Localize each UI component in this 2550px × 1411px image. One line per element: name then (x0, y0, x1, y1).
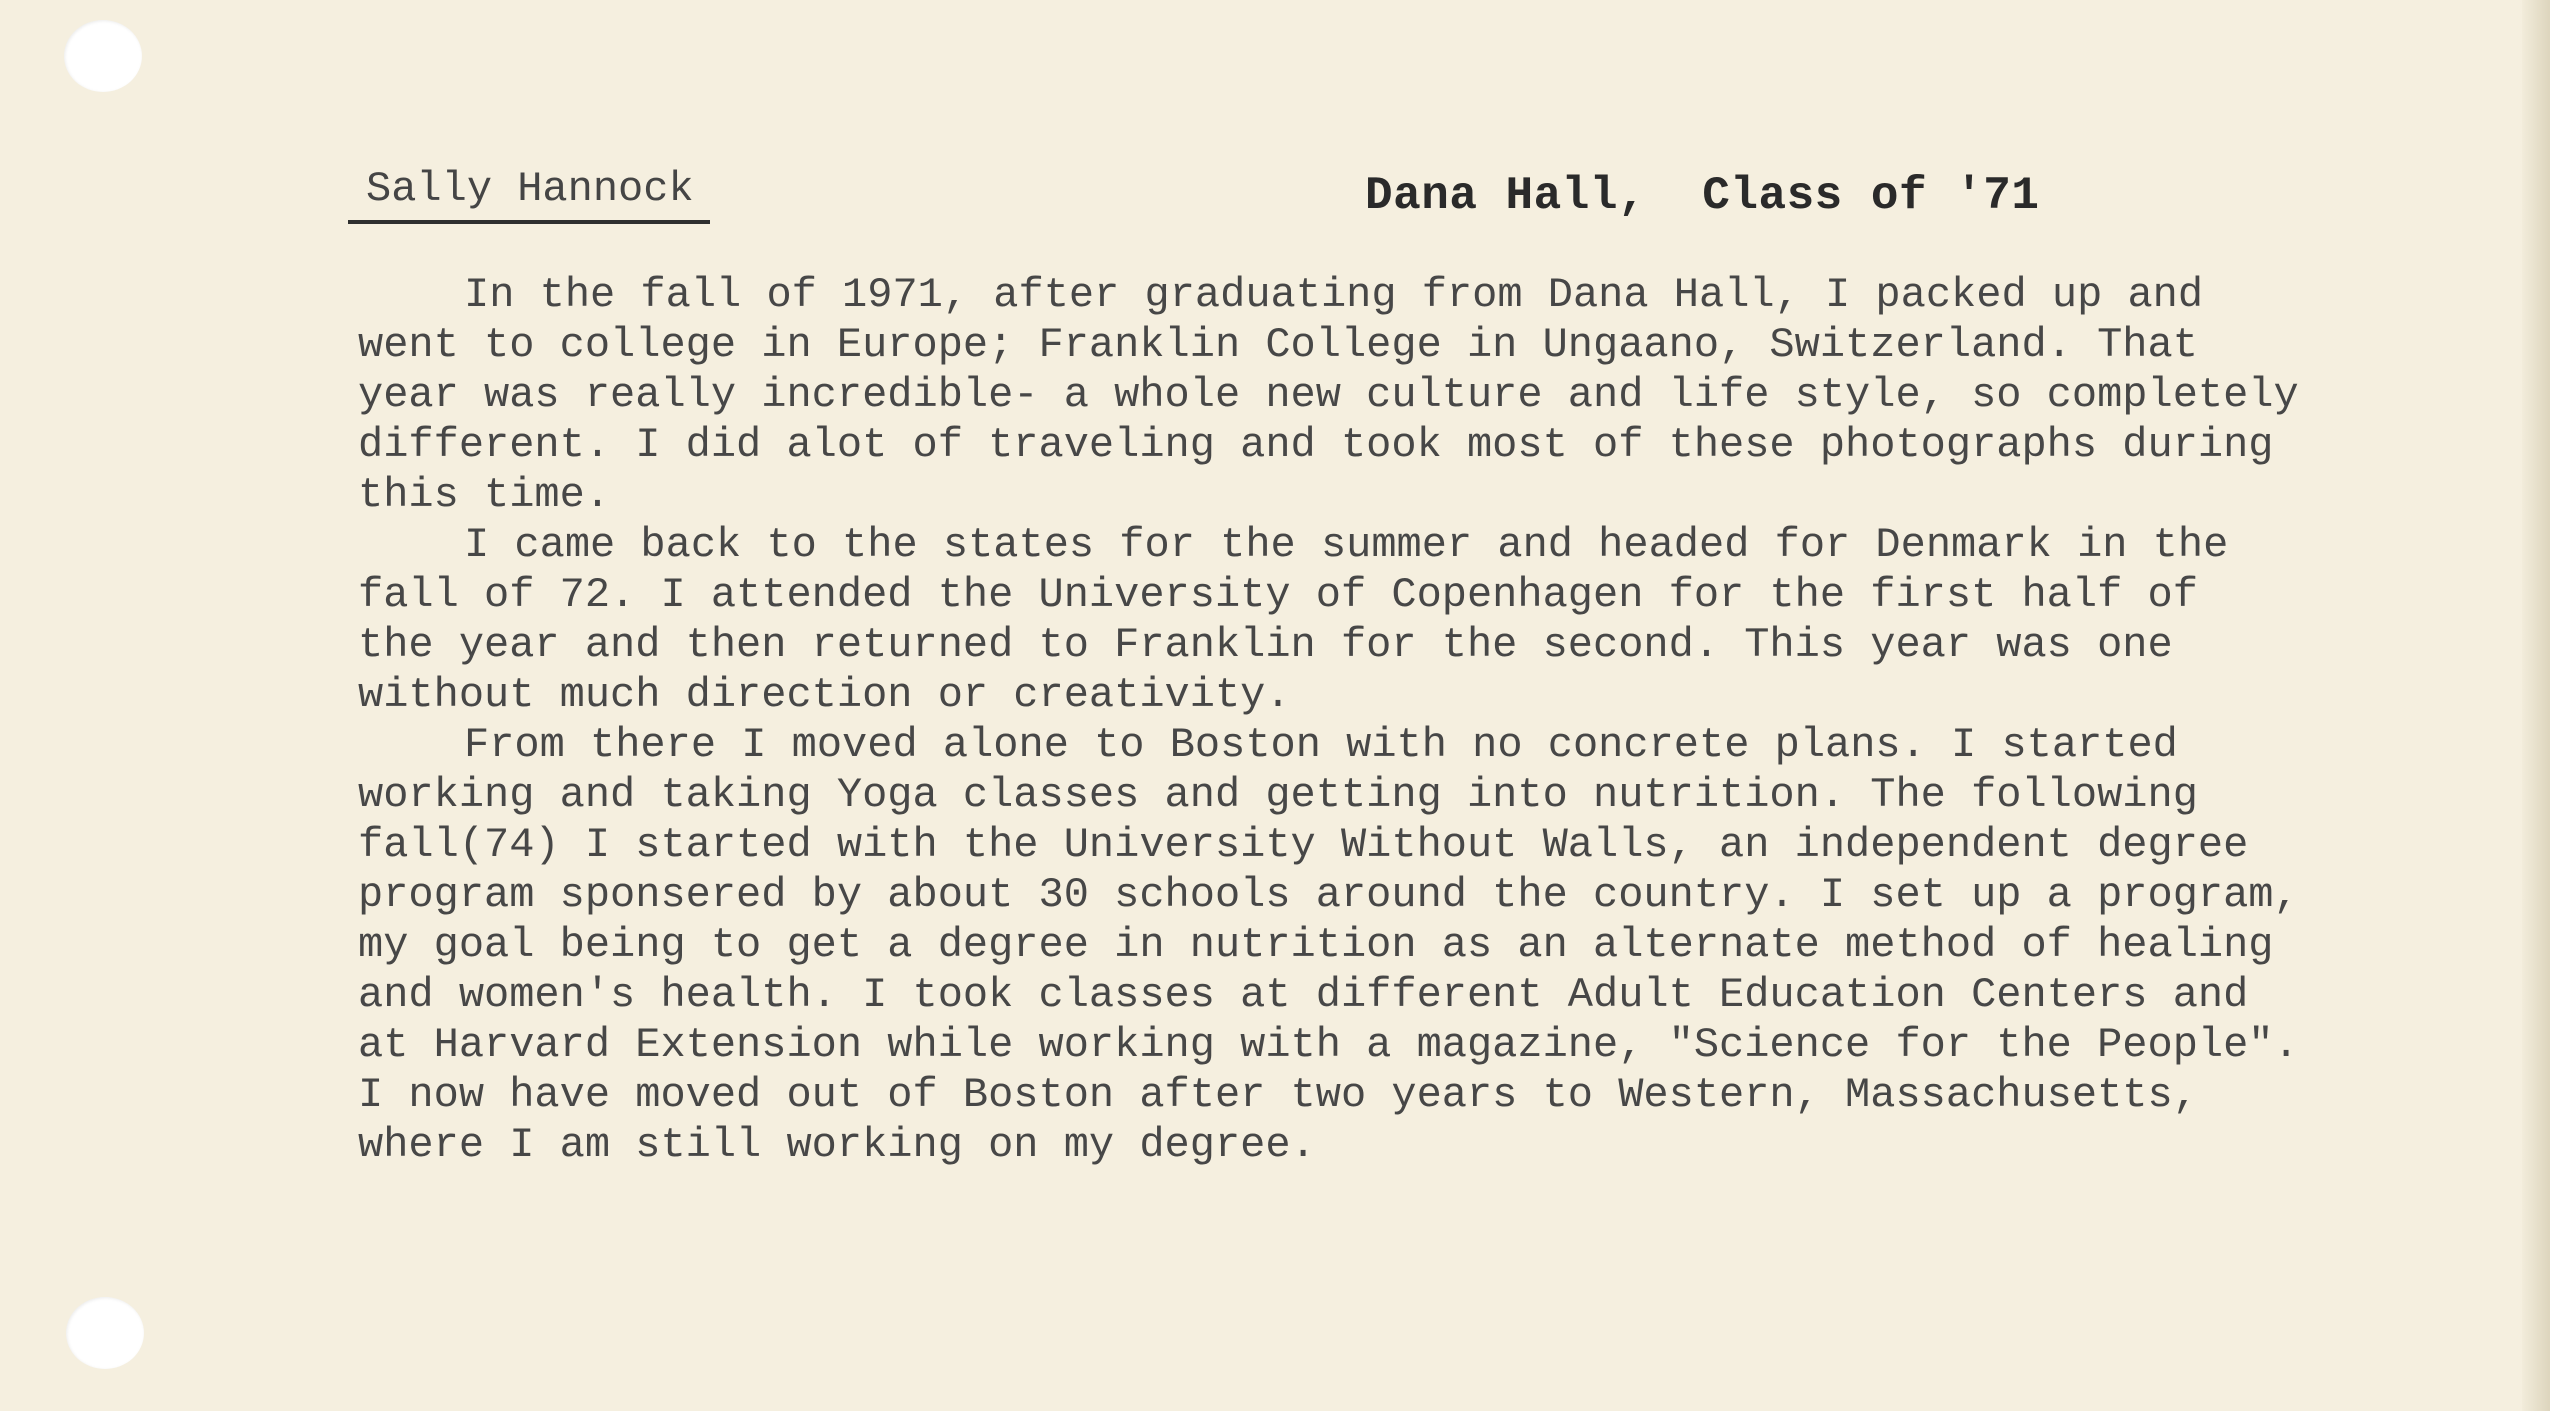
text-line: year was really incredible- a whole new culture and life style, so completely (358, 371, 2299, 419)
text-line: I now have moved out of Boston after two years to Western, Massachusetts, (358, 1071, 2198, 1119)
page-edge-shadow (2522, 0, 2550, 1411)
text-line: went to college in Europe; Franklin College in Ungaano, Switzerland. That (358, 321, 2198, 369)
text-line: fall(74) I started with the University Without Walls, an independent degree (358, 821, 2249, 869)
text-line: my goal being to get a degree in nutrition as an alternate method of healing (358, 921, 2274, 969)
school-class-heading: Dana Hall, Class of '71 (1365, 170, 2040, 222)
body-text (358, 270, 2299, 1170)
text-line: without much direction or creativity. (358, 671, 1291, 719)
punch-hole-bottom (66, 1297, 144, 1369)
author-name: Sally Hannock (366, 165, 694, 213)
author-name-underline (348, 220, 710, 224)
text-line: different. I did alot of traveling and took most of these photographs during (358, 421, 2274, 469)
text-line: this time. (358, 471, 611, 519)
text-line: I came back to the states for the summer and headed for Denmark in the (464, 521, 2229, 569)
text-line: In the fall of 1971, after graduating from Dana Hall, I packed up and (464, 271, 2204, 319)
text-line: where I am still working on my degree. (358, 1121, 1316, 1169)
text-line: and women's health. I took classes at different Adult Education Centers and (358, 971, 2249, 1019)
text-line: program sponsered by about 30 schools around the country. I set up a program, (358, 871, 2299, 919)
text-line: at Harvard Extension while working with a magazine, "Science for the People". (358, 1021, 2299, 1069)
text-line: From there I moved alone to Boston with no concrete plans. I started (464, 721, 2178, 769)
text-line: fall of 72. I attended the University of Copenhagen for the first half of (358, 571, 2198, 619)
text-line: the year and then returned to Franklin for the second. This year was one (358, 621, 2173, 669)
punch-hole-top (64, 20, 142, 92)
text-line: working and taking Yoga classes and getting into nutrition. The following (358, 771, 2198, 819)
